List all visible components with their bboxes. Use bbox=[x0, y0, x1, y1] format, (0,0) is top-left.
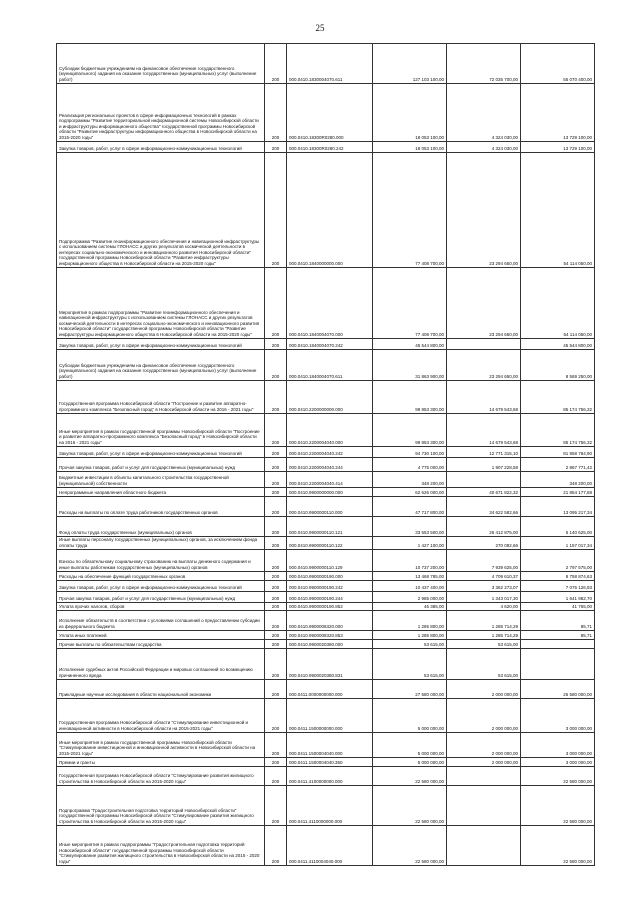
row-approved-cell: 18 053 100,00 bbox=[373, 84, 447, 142]
table-row bbox=[57, 153, 595, 268]
row-executed-cell bbox=[447, 767, 521, 786]
table-row bbox=[57, 699, 595, 733]
row-name-cell: Государственная программа Новосибирской области "Стимулирование развития жилищного строительства в Новосибирской области на 2015-2020 годы" bbox=[57, 767, 265, 786]
row-kbk-cell: 000.0410.9900000190.244 bbox=[287, 592, 373, 603]
row-code-cell: 200 bbox=[265, 472, 287, 488]
row-kbk-cell: 000.0410.9900000190.242 bbox=[287, 581, 373, 592]
row-name-cell: Прочие выплаты по обязательствам государства bbox=[57, 640, 265, 649]
table-row bbox=[57, 572, 595, 581]
row-name-cell: Бюджетные инвестиции в объекты капитального строительства государственной (муниципальной) собственности bbox=[57, 472, 265, 488]
row-unexecuted-cell: 5 140 625,00 bbox=[521, 517, 595, 537]
row-executed-cell: 1 285 714,29 bbox=[447, 631, 521, 640]
row-executed-cell: 23 294 650,00 bbox=[447, 153, 521, 268]
row-code-cell: 200 bbox=[265, 603, 287, 611]
row-approved-cell: 99 853 300,00 bbox=[373, 381, 447, 414]
row-name-cell: Иные мероприятия в рамках государственной программы Новосибирской области "Стимулирование инвестиционной и инновационной активности в Новосибирской области на 2015-2021 годы" bbox=[57, 733, 265, 758]
row-approved-cell: 77 408 700,00 bbox=[373, 153, 447, 268]
row-code-cell: 200 bbox=[265, 517, 287, 537]
table-body bbox=[57, 44, 595, 866]
row-approved-cell: 53 615,00 bbox=[373, 649, 447, 680]
row-kbk-cell: 000.0410.9900000110.122 bbox=[287, 537, 373, 550]
table-row bbox=[57, 268, 595, 339]
row-approved-cell: 47 717 800,00 bbox=[373, 497, 447, 517]
row-approved-cell: 77 408 700,00 bbox=[373, 268, 447, 339]
row-approved-cell: 1 285 800,00 bbox=[373, 611, 447, 631]
table-row bbox=[57, 488, 595, 497]
row-approved-cell: 1 427 100,00 bbox=[373, 537, 447, 550]
row-executed-cell: 2 000 000,00 bbox=[447, 758, 521, 767]
page-number: 25 bbox=[315, 23, 325, 33]
row-code-cell: 200 bbox=[265, 339, 287, 350]
row-approved-cell: 1 285 800,00 bbox=[373, 631, 447, 640]
row-name-cell: Иные мероприятия в рамках подпрограммы "Градостроительная подготовка территорий Новосибирской области" государственной программы Новосибирской области "Стимулирование развития жилищного строительства в Новосибирской области на 2015 - 2020 годы" bbox=[57, 826, 265, 866]
row-executed-cell: 72 035 700,00 bbox=[447, 44, 521, 84]
table-row bbox=[57, 631, 595, 640]
row-code-cell: 200 bbox=[265, 649, 287, 680]
table-row bbox=[57, 350, 595, 381]
row-executed-cell: 34 622 582,66 bbox=[447, 497, 521, 517]
row-unexecuted-cell: 54 114 050,00 bbox=[521, 153, 595, 268]
row-unexecuted-cell: 45 544 800,00 bbox=[521, 339, 595, 350]
row-kbk-cell: 000.0410.2200004040.000 bbox=[287, 414, 373, 447]
row-unexecuted-cell: 85,71 bbox=[521, 631, 595, 640]
row-unexecuted-cell: 3 000 000,00 bbox=[521, 699, 595, 733]
row-name-cell: Мероприятия в рамках подпрограммы "Развитие геоинформационного обеспечения и навигационной инфраструктуры с использованием системы ГЛОНАСС и других результатов космической деятельности в интересах социально-экономического и инновационного развития Новосибирской области" государственной программы Новосибирской области "Развитие инфраструктуры информационного общества в Новосибирской области на 2015-2020 годы" bbox=[57, 268, 265, 339]
row-name-cell: Закупка товаров, работ, услуг в сфере информационно-коммуникационных технологий bbox=[57, 142, 265, 153]
row-code-cell: 200 bbox=[265, 153, 287, 268]
row-approved-cell: 10 437 400,00 bbox=[373, 581, 447, 592]
row-unexecuted-cell: 8 569 250,00 bbox=[521, 350, 595, 381]
row-name-cell: Взносы по обязательному социальному страхованию на выплаты денежного содержания и иные выплаты работникам государственных (муниципальных) органов bbox=[57, 550, 265, 572]
table-row bbox=[57, 611, 595, 631]
row-kbk-cell: 000.0411.0000000000.000 bbox=[287, 680, 373, 699]
row-kbk-cell: 000.0410.18300R0280.000 bbox=[287, 84, 373, 142]
row-code-cell: 200 bbox=[265, 550, 287, 572]
row-code-cell: 200 bbox=[265, 640, 287, 649]
row-name-cell: Исполнение судебных актов Российской Федерации и мировых соглашений по возмещению причиненного вреда bbox=[57, 649, 265, 680]
table-row bbox=[57, 640, 595, 649]
table-row bbox=[57, 447, 595, 458]
row-name-cell: Исполнение обязательств в соответствии с условиями соглашений о предоставлении субсидии из федерального бюджета bbox=[57, 611, 265, 631]
row-kbk-cell: 000.0411.1500004040.350 bbox=[287, 758, 373, 767]
row-unexecuted-cell: 85 174 756,32 bbox=[521, 381, 595, 414]
row-unexecuted-cell bbox=[521, 649, 595, 680]
row-kbk-cell: 000.0410.1840004070.242 bbox=[287, 339, 373, 350]
row-unexecuted-cell: 1 157 017,34 bbox=[521, 537, 595, 550]
row-executed-cell: 53 615,00 bbox=[447, 649, 521, 680]
row-kbk-cell: 000.0410.1840004070.000 bbox=[287, 268, 373, 339]
row-code-cell: 200 bbox=[265, 631, 287, 640]
table-row bbox=[57, 381, 595, 414]
row-executed-cell: 4 324 030,00 bbox=[447, 142, 521, 153]
table-row bbox=[57, 649, 595, 680]
row-code-cell: 200 bbox=[265, 84, 287, 142]
row-kbk-cell: 000.0410.2200004040.242 bbox=[287, 447, 373, 458]
row-name-cell: Подпрограмма "Градостроительная подготовка территорий Новосибирской области" государственной программы Новосибирской области "Стимулирование развития жилищного строительства в Новосибирской области на 2015-2020 годы" bbox=[57, 786, 265, 826]
row-unexecuted-cell: 13 729 100,00 bbox=[521, 142, 595, 153]
row-name-cell: Непрограммные направления областного бюджета bbox=[57, 488, 265, 497]
row-name-cell: Субсидии бюджетным учреждениям на финансовое обеспечение государственного (муниципального) задания на оказание государственных (муниципальных) услуг (выполнение работ) bbox=[57, 44, 265, 84]
row-approved-cell: 2 985 000,00 bbox=[373, 592, 447, 603]
row-approved-cell: 4 775 000,00 bbox=[373, 458, 447, 472]
row-approved-cell: 10 737 200,00 bbox=[373, 550, 447, 572]
row-name-cell: Расходы на выплаты по оплате труда работников государственных органов bbox=[57, 497, 265, 517]
row-code-cell: 200 bbox=[265, 44, 287, 84]
row-name-cell: Подпрограмма "Развитие геоинформационного обеспечения и навигационной инфраструктуры с использованием системы ГЛОНАСС и других результатов космической деятельности в интересах социально-экономического и инновационного развития Новосибирской области" государственной программы Новосибирской области "Развитие инфраструктуры информационного общества в Новосибирской области на 2015-2020 годы" bbox=[57, 153, 265, 268]
row-executed-cell: 23 294 650,00 bbox=[447, 350, 521, 381]
table-row bbox=[57, 472, 595, 488]
row-approved-cell: 5 000 000,00 bbox=[373, 699, 447, 733]
row-kbk-cell: 000.0410.18300R0280.242 bbox=[287, 142, 373, 153]
row-unexecuted-cell: 22 580 000,00 bbox=[521, 767, 595, 786]
table-row bbox=[57, 786, 595, 826]
row-name-cell: Государственная программа Новосибирской области "Стимулирование инвестиционной и инновационной активности в Новосибирской области на 2015-2021 годы" bbox=[57, 699, 265, 733]
row-name-cell: Иные выплаты персоналу государственных (муниципальных) органов, за исключением фонда оплаты труда bbox=[57, 537, 265, 550]
row-code-cell: 200 bbox=[265, 142, 287, 153]
table-row bbox=[57, 414, 595, 447]
row-unexecuted-cell: 2 867 771,42 bbox=[521, 458, 595, 472]
row-name-cell: Реализация региональных проектов в сфере информационных технологий в рамках подпрограммы "Развитие территориальной информационной системы Новосибирской области и инфраструктуры информационного общества" государственной программы Новосибирской области "Развитие инфраструктуры информационного общества в Новосибирской области на 2015-2020 годы" bbox=[57, 84, 265, 142]
row-unexecuted-cell: 54 114 050,00 bbox=[521, 268, 595, 339]
row-kbk-cell: 000.0411.1500000000.000 bbox=[287, 699, 373, 733]
table-row bbox=[57, 733, 595, 758]
row-kbk-cell: 000.0410.9900000110.121 bbox=[287, 517, 373, 537]
row-executed-cell: 4 709 610,37 bbox=[447, 572, 521, 581]
row-name-cell: Фонд оплаты труда государственных (муниципальных) органов bbox=[57, 517, 265, 537]
row-approved-cell: 127 103 100,00 bbox=[373, 44, 447, 84]
row-code-cell: 200 bbox=[265, 581, 287, 592]
table-row bbox=[57, 758, 595, 767]
row-approved-cell: 13 468 785,00 bbox=[373, 572, 447, 581]
row-code-cell: 200 bbox=[265, 592, 287, 603]
row-executed-cell: 23 294 650,00 bbox=[447, 268, 521, 339]
row-kbk-cell: 000.0411.4100000000.000 bbox=[287, 767, 373, 786]
row-executed-cell: 1 343 017,30 bbox=[447, 592, 521, 603]
row-kbk-cell: 000.0411.4110000000.000 bbox=[287, 786, 373, 826]
row-kbk-cell: 000.0410.9900000110.000 bbox=[287, 497, 373, 517]
row-executed-cell: 3 362 273,07 bbox=[447, 581, 521, 592]
row-executed-cell: 4 620,00 bbox=[447, 603, 521, 611]
row-code-cell: 200 bbox=[265, 767, 287, 786]
row-approved-cell: 22 580 000,00 bbox=[373, 826, 447, 866]
row-kbk-cell: 000.0410.1840000000.000 bbox=[287, 153, 373, 268]
row-kbk-cell: 000.0410.9900008320.000 bbox=[287, 611, 373, 631]
row-approved-cell: 27 580 000,00 bbox=[373, 680, 447, 699]
table-row bbox=[57, 680, 595, 699]
table-row bbox=[57, 44, 595, 84]
table-row bbox=[57, 550, 595, 572]
row-kbk-cell: 000.0410.2200004040.244 bbox=[287, 458, 373, 472]
row-kbk-cell: 000.0410.9900000000.000 bbox=[287, 488, 373, 497]
row-executed-cell bbox=[447, 339, 521, 350]
table-row bbox=[57, 581, 595, 592]
table-row bbox=[57, 603, 595, 611]
row-approved-cell: 5 000 000,00 bbox=[373, 733, 447, 758]
row-unexecuted-cell: 25 580 000,00 bbox=[521, 680, 595, 699]
row-approved-cell: 33 553 500,00 bbox=[373, 517, 447, 537]
row-unexecuted-cell: 81 958 784,90 bbox=[521, 447, 595, 458]
row-code-cell: 200 bbox=[265, 447, 287, 458]
row-code-cell: 200 bbox=[265, 733, 287, 758]
row-executed-cell: 53 615,00 bbox=[447, 640, 521, 649]
row-unexecuted-cell: 13 095 217,34 bbox=[521, 497, 595, 517]
row-kbk-cell: 000.0410.2200004040.414 bbox=[287, 472, 373, 488]
row-approved-cell: 94 730 100,00 bbox=[373, 447, 447, 458]
row-name-cell: Прикладные научные исследования в области национальной экономики bbox=[57, 680, 265, 699]
row-executed-cell: 12 771 315,10 bbox=[447, 447, 521, 458]
row-executed-cell bbox=[447, 826, 521, 866]
row-name-cell: Прочая закупка товаров, работ и услуг для государственных (муниципальных) нужд bbox=[57, 592, 265, 603]
row-kbk-cell: 000.0410.9900020380.000 bbox=[287, 640, 373, 649]
row-unexecuted-cell: 85 174 756,32 bbox=[521, 414, 595, 447]
row-unexecuted-cell: 22 580 000,00 bbox=[521, 786, 595, 826]
row-unexecuted-cell: 3 000 000,00 bbox=[521, 733, 595, 758]
row-kbk-cell: 000.0410.9900000110.129 bbox=[287, 550, 373, 572]
row-name-cell: Государственная программа Новосибирской области "Построение и развитие аппаратно-программного комплекса "Безопасный город" в Новосибирской области на 2016 - 2021 годы" bbox=[57, 381, 265, 414]
row-executed-cell bbox=[447, 472, 521, 488]
table-row bbox=[57, 592, 595, 603]
row-executed-cell: 270 082,66 bbox=[447, 537, 521, 550]
row-name-cell: Закупка товаров, работ, услуг в сфере информационно-коммуникационных технологий bbox=[57, 339, 265, 350]
table-row bbox=[57, 537, 595, 550]
row-code-cell: 200 bbox=[265, 537, 287, 550]
row-kbk-cell: 000.0411.4110004040.000 bbox=[287, 826, 373, 866]
row-code-cell: 200 bbox=[265, 350, 287, 381]
row-approved-cell: 62 526 000,00 bbox=[373, 488, 447, 497]
row-code-cell: 200 bbox=[265, 488, 287, 497]
row-code-cell: 200 bbox=[265, 414, 287, 447]
row-unexecuted-cell: 3 000 000,00 bbox=[521, 758, 595, 767]
table-row bbox=[57, 497, 595, 517]
row-unexecuted-cell: 85,71 bbox=[521, 611, 595, 631]
row-name-cell: Прочая закупка товаров, работ и услуг для государственных (муниципальных) нужд bbox=[57, 458, 265, 472]
row-code-cell: 200 bbox=[265, 786, 287, 826]
row-unexecuted-cell: 55 070 400,00 bbox=[521, 44, 595, 84]
row-kbk-cell: 000.0410.9900008320.853 bbox=[287, 631, 373, 640]
row-executed-cell: 14 679 543,68 bbox=[447, 381, 521, 414]
row-approved-cell: 31 863 900,00 bbox=[373, 350, 447, 381]
row-kbk-cell: 000.0410.1830004070.611 bbox=[287, 44, 373, 84]
row-approved-cell: 99 853 300,00 bbox=[373, 414, 447, 447]
row-unexecuted-cell: 13 729 100,00 bbox=[521, 84, 595, 142]
row-unexecuted-cell: 41 765,00 bbox=[521, 603, 595, 611]
row-approved-cell: 45 544 800,00 bbox=[373, 339, 447, 350]
table-row bbox=[57, 517, 595, 537]
row-approved-cell: 22 580 000,00 bbox=[373, 767, 447, 786]
row-executed-cell: 2 000 000,00 bbox=[447, 680, 521, 699]
row-unexecuted-cell: 21 854 177,68 bbox=[521, 488, 595, 497]
row-kbk-cell: 000.0410.9900000190.000 bbox=[287, 572, 373, 581]
row-name-cell: Премии и гранты bbox=[57, 758, 265, 767]
row-name-cell: Расходы на обеспечение функций государственных органов bbox=[57, 572, 265, 581]
row-executed-cell: 1 907 228,58 bbox=[447, 458, 521, 472]
table-row bbox=[57, 826, 595, 866]
row-kbk-cell: 000.0410.9900020380.831 bbox=[287, 649, 373, 680]
row-unexecuted-cell: 1 641 982,70 bbox=[521, 592, 595, 603]
row-approved-cell: 22 580 000,00 bbox=[373, 786, 447, 826]
row-executed-cell bbox=[447, 786, 521, 826]
row-code-cell: 200 bbox=[265, 611, 287, 631]
table-row bbox=[57, 142, 595, 153]
row-code-cell: 200 bbox=[265, 381, 287, 414]
row-kbk-cell: 000.0411.1500004040.000 bbox=[287, 733, 373, 758]
row-name-cell: Иные мероприятия в рамках государственной программы Новосибирской области "Построение и развитие аппаратно-программного комплекса "Безопасный город" в Новосибирской области на 2016 - 2021 годы" bbox=[57, 414, 265, 447]
row-code-cell: 200 bbox=[265, 680, 287, 699]
row-code-cell: 200 bbox=[265, 268, 287, 339]
row-code-cell: 200 bbox=[265, 572, 287, 581]
row-unexecuted-cell: 348 200,00 bbox=[521, 472, 595, 488]
row-approved-cell: 53 615,00 bbox=[373, 640, 447, 649]
row-approved-cell: 18 053 100,00 bbox=[373, 142, 447, 153]
row-kbk-cell: 000.0410.2200000000.000 bbox=[287, 381, 373, 414]
row-approved-cell: 46 385,00 bbox=[373, 603, 447, 611]
table-row bbox=[57, 458, 595, 472]
table-row bbox=[57, 339, 595, 350]
row-executed-cell: 7 939 625,00 bbox=[447, 550, 521, 572]
row-executed-cell: 2 000 000,00 bbox=[447, 733, 521, 758]
row-unexecuted-cell: 8 758 874,63 bbox=[521, 572, 595, 581]
row-approved-cell: 348 200,00 bbox=[373, 472, 447, 488]
row-executed-cell: 40 671 822,32 bbox=[447, 488, 521, 497]
row-name-cell: Уплата прочих налогов, сборов bbox=[57, 603, 265, 611]
row-name-cell: Закупка товаров, работ, услуг в сфере информационно-коммуникационных технологий bbox=[57, 447, 265, 458]
budget-execution-table bbox=[56, 43, 595, 866]
row-approved-cell: 5 000 000,00 bbox=[373, 758, 447, 767]
row-executed-cell: 4 324 030,00 bbox=[447, 84, 521, 142]
row-unexecuted-cell: 2 797 575,00 bbox=[521, 550, 595, 572]
row-code-cell: 200 bbox=[265, 826, 287, 866]
row-executed-cell: 26 412 875,00 bbox=[447, 517, 521, 537]
row-unexecuted-cell: 7 075 126,93 bbox=[521, 581, 595, 592]
row-code-cell: 200 bbox=[265, 458, 287, 472]
row-code-cell: 200 bbox=[265, 699, 287, 733]
row-kbk-cell: 000.0410.9900000190.852 bbox=[287, 603, 373, 611]
row-code-cell: 200 bbox=[265, 497, 287, 517]
row-code-cell: 200 bbox=[265, 758, 287, 767]
table-row bbox=[57, 767, 595, 786]
row-executed-cell: 1 285 714,29 bbox=[447, 611, 521, 631]
row-kbk-cell: 000.0410.1840004070.611 bbox=[287, 350, 373, 381]
row-name-cell: Субсидии бюджетным учреждениям на финансовое обеспечение государственного (муниципального) задания на оказание государственных (муниципальных) услуг (выполнение работ) bbox=[57, 350, 265, 381]
row-executed-cell: 14 679 543,68 bbox=[447, 414, 521, 447]
row-name-cell: Уплата иных платежей bbox=[57, 631, 265, 640]
row-unexecuted-cell bbox=[521, 640, 595, 649]
row-unexecuted-cell: 22 580 000,00 bbox=[521, 826, 595, 866]
table-row bbox=[57, 84, 595, 142]
row-executed-cell: 2 000 000,00 bbox=[447, 699, 521, 733]
row-name-cell: Закупка товаров, работ, услуг в сфере информационно-коммуникационных технологий bbox=[57, 581, 265, 592]
